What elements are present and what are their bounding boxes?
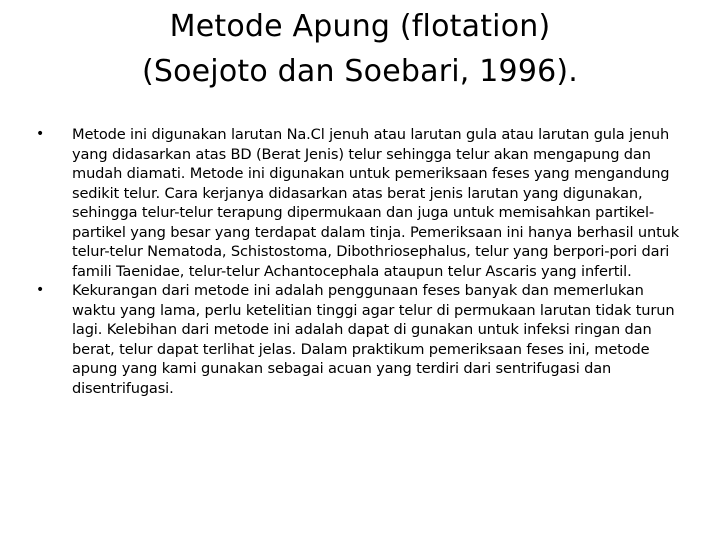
bullet-text: Metode ini digunakan larutan Na.Cl jenuh atau larutan gula atau larutan gula jenuh yang didasarkan atas BD (Berat Jenis) telur sehingga telur akan mengapung dan mudah diamati. Metode ini digunakan untuk pemeriksaan feses yang mengandung sedikit telur. Cara kerjanya didasarkan atas berat jenis larutan yang digunakan, sehingga telur-telur terapung dipermukaan dan juga untuk memisahkan partikel-partikel yang besar yang terdapat dalam tinja. Pemeriksaan ini hanya berhasil untuk telur-telur Nematoda, Schistostoma, Dibothriosephalus, telur yang berpori-pori dari famili Taenidae, telur-telur Achantocephala ataupun telur Ascaris yang infertil. — [72, 126, 680, 280]
bullet-item — [30, 281, 690, 398]
slide-title — [40, 4, 680, 94]
bullet-item — [30, 125, 690, 281]
slide-title-line-2: (Soejoto dan Soebari, 1996). — [141, 54, 579, 89]
bullet-icon: • — [35, 282, 45, 298]
bullet-list — [30, 125, 690, 398]
bullet-text: Kekurangan dari metode ini adalah penggunaan feses banyak dan memerlukan waktu yang lama, perlu ketelitian tinggi agar telur di permukaan larutan tidak turun lagi. Kelebihan dari metode ini adalah dapat di gunakan untuk infeksi ringan dan berat, telur dapat terlihat jelas. Dalam praktikum pemeriksaan feses ini, metode apung yang kami gunakan sebagai acuan yang terdiri dari sentrifugasi dan disentrifugasi. — [72, 282, 675, 397]
bullet-icon: • — [35, 126, 45, 142]
slide-title-line-1: Metode Apung (flotation) — [169, 9, 551, 44]
